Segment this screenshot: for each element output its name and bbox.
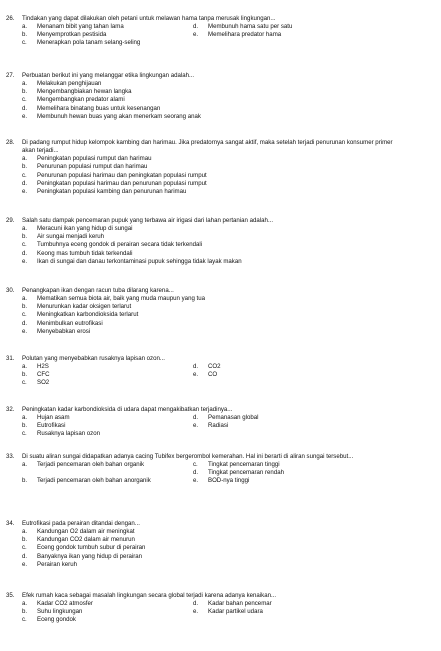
- option-letter: a.: [22, 414, 28, 422]
- answer-option[interactable]: [0, 363, 193, 371]
- option-text: Eceng gondok: [37, 616, 76, 624]
- answer-option[interactable]: [0, 113, 377, 121]
- option-letter: d.: [193, 469, 199, 477]
- answer-option[interactable]: [0, 328, 377, 336]
- option-text: Penurunan populasi harimau dan peningkatan populasi rumput: [37, 171, 207, 179]
- answer-option[interactable]: [0, 180, 377, 188]
- answer-option[interactable]: [0, 477, 193, 485]
- answer-option[interactable]: [0, 225, 377, 233]
- option-letter: a.: [22, 528, 28, 536]
- question-block: [0, 520, 441, 569]
- option-letter: d.: [22, 552, 28, 560]
- option-text: Menanam bibit yang tahan lama: [37, 23, 124, 31]
- option-text: Penurunan populasi rumput dan harimau: [37, 163, 148, 171]
- answer-option[interactable]: [0, 23, 193, 31]
- option-letter: d.: [22, 104, 28, 112]
- answer-options: [0, 363, 441, 387]
- answer-option[interactable]: [193, 477, 373, 485]
- option-text: Suhu lingkungan: [37, 608, 83, 616]
- option-letter: b.: [22, 536, 28, 544]
- answer-option[interactable]: [193, 461, 373, 469]
- option-text: Meracuni ikan yang hidup di sungai: [37, 225, 133, 233]
- answer-option[interactable]: [0, 39, 193, 47]
- answer-option[interactable]: [193, 422, 373, 430]
- option-letter: e.: [193, 608, 199, 616]
- answer-option[interactable]: [0, 233, 377, 241]
- question-text: Di padang rumput hidup kelompok kambing dan harimau. Jika predatornya sangat aktif, maka setelah terjadi penurunan konsumer primer akan terjadi...: [22, 139, 393, 155]
- option-letter: c.: [193, 461, 198, 469]
- question-stem: [0, 139, 402, 155]
- option-letter: d.: [193, 23, 199, 31]
- answer-options: [0, 155, 441, 196]
- answer-option[interactable]: [0, 430, 193, 438]
- answer-option[interactable]: [0, 461, 193, 469]
- answer-option[interactable]: [193, 600, 373, 608]
- answer-option[interactable]: [0, 105, 377, 113]
- option-letter: a.: [22, 225, 28, 233]
- question-block: [0, 15, 441, 48]
- answer-options: [0, 295, 441, 336]
- question-text: Salah satu dampak pencemaran pupuk yang terbawa air irigasi dari lahan pertanian adalah...: [22, 217, 274, 224]
- answer-option[interactable]: [0, 303, 377, 311]
- question-text: Penangkapan ikan dengan racun tuba dilarang karena...: [22, 287, 174, 294]
- answer-option[interactable]: [0, 422, 193, 430]
- option-text: Tingkat pencemaran rendah: [208, 469, 284, 477]
- answer-option[interactable]: [0, 553, 377, 561]
- answer-option[interactable]: [0, 311, 377, 319]
- answer-options: [0, 414, 441, 438]
- question-text: Di suatu aliran sungai didapatkan adanya cacing Tubifex bergerombol kemerahan. Hal ini berarti di aliran sungai tersebut...: [22, 453, 354, 460]
- option-text: Perairan keruh: [37, 560, 77, 568]
- option-text: Membunuh hewan buas yang akan menerkam seorang anak: [37, 112, 201, 120]
- answer-option[interactable]: [0, 155, 377, 163]
- answer-option[interactable]: [0, 258, 377, 266]
- question-number: 35.: [6, 592, 15, 599]
- option-text: Rusaknya lapisan ozon: [37, 430, 101, 438]
- option-letter: b.: [22, 303, 28, 311]
- question-text: Tindakan yang dapat dilakukan oleh petani untuk melawan hama tanpa merusak lingkungan...: [22, 15, 276, 22]
- answer-option[interactable]: [0, 295, 377, 303]
- answer-option[interactable]: [0, 608, 193, 616]
- question-stem: [0, 592, 402, 600]
- option-letter: e.: [22, 187, 28, 195]
- option-letter: d.: [193, 600, 199, 608]
- question-block: [0, 406, 441, 439]
- option-letter: c.: [22, 171, 27, 179]
- answer-option[interactable]: [0, 379, 193, 387]
- answer-options: [0, 528, 441, 569]
- answer-option[interactable]: [193, 31, 373, 39]
- option-letter: b.: [22, 88, 28, 96]
- answer-option[interactable]: [0, 172, 377, 180]
- answer-option[interactable]: [0, 250, 377, 258]
- option-text: CFC: [37, 371, 50, 379]
- option-letter: c.: [22, 311, 27, 319]
- option-letter: d.: [22, 179, 28, 187]
- answer-option[interactable]: [0, 528, 377, 536]
- option-text: Eceng gondok tumbuh subur di perairan: [37, 544, 146, 552]
- option-letter: b.: [22, 371, 28, 379]
- option-text: Menyebabkan erosi: [37, 327, 91, 335]
- answer-option[interactable]: [0, 80, 377, 88]
- option-letter: b.: [22, 608, 28, 616]
- option-letter: e.: [193, 31, 199, 39]
- option-letter: b.: [22, 163, 28, 171]
- option-text: Tingkat pencemaran tinggi: [208, 461, 280, 469]
- option-letter: e.: [193, 477, 199, 485]
- option-letter: a.: [22, 600, 28, 608]
- option-letter: d.: [22, 249, 28, 257]
- question-number: 27.: [6, 72, 15, 79]
- option-text: Keong mas tumbuh tidak terkendali: [37, 249, 133, 257]
- option-text: Banyaknya ikan yang hidup di perairan: [37, 552, 143, 560]
- option-letter: a.: [22, 80, 28, 88]
- option-text: Radiasi: [208, 422, 229, 430]
- question-number: 31.: [6, 355, 15, 362]
- option-text: Membunuh hama satu per satu: [208, 23, 293, 31]
- option-letter: c.: [22, 430, 27, 438]
- question-stem: [0, 15, 402, 23]
- answer-option[interactable]: [0, 469, 193, 477]
- question-block: [0, 72, 441, 121]
- question-number: 26.: [6, 15, 15, 22]
- answer-options: [0, 461, 441, 485]
- option-text: CO2: [208, 363, 221, 371]
- option-letter: c.: [22, 241, 27, 249]
- question-stem: [0, 453, 402, 461]
- answer-option[interactable]: [0, 188, 377, 196]
- option-letter: e.: [22, 560, 28, 568]
- option-letter: b.: [22, 422, 28, 430]
- question-block: [0, 217, 441, 266]
- question-number: 28.: [6, 139, 15, 146]
- answer-option[interactable]: [0, 241, 377, 249]
- option-letter: e.: [22, 327, 28, 335]
- option-text: Memelihara predator hama: [208, 31, 282, 39]
- answer-option[interactable]: [0, 561, 377, 569]
- question-block: [0, 355, 441, 388]
- question-text: Polutan yang menyebabkan rusaknya lapisan ozon...: [22, 355, 165, 362]
- option-text: Peningkatan populasi harimau dan penurunan populasi rumput: [37, 179, 207, 187]
- option-letter: c.: [22, 39, 27, 47]
- answer-option[interactable]: [193, 608, 373, 616]
- option-letter: e.: [193, 422, 199, 430]
- option-letter: e.: [22, 257, 28, 265]
- option-text: Mengembangbiakan hewan langka: [37, 88, 132, 96]
- question-text: Perbuatan berikut ini yang melanggar etika lingkungan adalah...: [22, 72, 195, 79]
- question-number: 29.: [6, 217, 15, 224]
- answer-options: [0, 23, 441, 47]
- question-block: [0, 453, 441, 486]
- option-letter: c.: [22, 379, 27, 387]
- option-letter: e.: [22, 112, 28, 120]
- option-letter: c.: [22, 616, 27, 624]
- option-text: Pemanasan global: [208, 414, 259, 422]
- option-text: Memelihara binatang buas untuk kesenangan: [37, 104, 161, 112]
- question-text: Efek rumah kaca sebagai masalah lingkungan secara global terjadi karena adanya kenaikan...: [22, 592, 277, 599]
- option-letter: b.: [22, 233, 28, 241]
- answer-option[interactable]: [0, 163, 377, 171]
- option-text: Menerapkan pola tanam selang-seling: [37, 39, 141, 47]
- question-stem: [0, 355, 402, 363]
- option-text: Eutrofikasi: [37, 422, 66, 430]
- answer-option[interactable]: [0, 536, 377, 544]
- option-letter: d.: [22, 319, 28, 327]
- question-stem: [0, 72, 402, 80]
- answer-option[interactable]: [0, 414, 193, 422]
- question-stem: [0, 287, 402, 295]
- answer-options: [0, 225, 441, 266]
- option-letter: c.: [22, 96, 27, 104]
- answer-option[interactable]: [0, 544, 377, 552]
- answer-option[interactable]: [0, 96, 377, 104]
- answer-option[interactable]: [0, 371, 193, 379]
- option-text: Melakukan penghijauan: [37, 80, 102, 88]
- question-block: [0, 139, 441, 196]
- answer-option[interactable]: [0, 616, 193, 624]
- question-stem: [0, 520, 402, 528]
- option-text: Menyemprotkan pestisida: [37, 31, 107, 39]
- option-letter: a.: [22, 363, 28, 371]
- answer-option[interactable]: [193, 363, 373, 371]
- question-text: Peningkatan kadar karbondioksida di udara dapat mengakibatkan terjadinya...: [22, 406, 233, 413]
- answer-option[interactable]: [193, 371, 373, 379]
- question-number: 34.: [6, 520, 15, 527]
- answer-options: [0, 80, 441, 121]
- option-letter: b.: [22, 31, 28, 39]
- option-letter: d.: [193, 363, 199, 371]
- option-letter: a.: [22, 461, 28, 469]
- option-letter: b.: [22, 477, 28, 485]
- option-text: Terjadi pencemaran oleh bahan anorganik: [37, 477, 151, 485]
- option-text: Kadar partikel udara: [208, 608, 263, 616]
- option-text: Meningkatkan karbondioksida terlarut: [37, 311, 139, 319]
- question-text: Eutrofikasi pada perairan ditandai dengan...: [22, 520, 140, 527]
- option-text: Menurunkan kadar oksigen terlarut: [37, 303, 132, 311]
- option-text: H2S: [37, 363, 49, 371]
- question-number: 32.: [6, 406, 15, 413]
- question-block: [0, 592, 441, 625]
- option-text: Peningkatan populasi rumput dan harimau: [37, 155, 152, 163]
- option-text: Kandungan O2 dalam air meningkat: [37, 528, 135, 536]
- answer-option[interactable]: [193, 23, 373, 31]
- option-text: Tumbuhnya eceng gondok di perairan secara tidak terkendali: [37, 241, 203, 249]
- option-text: Kadar bahan pencemar: [208, 600, 272, 608]
- option-letter: c.: [22, 544, 27, 552]
- answer-option[interactable]: [0, 600, 193, 608]
- answer-option[interactable]: [193, 469, 373, 477]
- option-text: Ikan di sungai dan danau terkontaminasi pupuk sehingga tidak layak makan: [37, 257, 242, 265]
- option-letter: a.: [22, 295, 28, 303]
- answer-option[interactable]: [0, 320, 377, 328]
- answer-option[interactable]: [0, 31, 193, 39]
- option-text: Menimbulkan eutrofikasi: [37, 319, 103, 327]
- answer-option[interactable]: [193, 414, 373, 422]
- question-block: [0, 287, 441, 336]
- option-text: BOD-nya tinggi: [208, 477, 250, 485]
- option-text: Mengembangkan predator alami: [37, 96, 125, 104]
- option-letter: d.: [193, 414, 199, 422]
- option-text: SO2: [37, 379, 50, 387]
- option-text: Kandungan CO2 dalam air menurun: [37, 536, 135, 544]
- question-number: 30.: [6, 287, 15, 294]
- option-text: Terjadi pencemaran oleh bahan organik: [37, 461, 145, 469]
- option-text: Peningkatan populasi kambing dan penurunan harimau: [37, 187, 187, 195]
- option-text: Air sungai menjadi keruh: [37, 233, 105, 241]
- option-letter: e.: [193, 371, 199, 379]
- question-number: 33.: [6, 453, 15, 460]
- option-text: Hujan asam: [37, 414, 70, 422]
- option-letter: a.: [22, 23, 28, 31]
- answer-option[interactable]: [0, 88, 377, 96]
- answer-options: [0, 600, 441, 624]
- question-stem: [0, 217, 402, 225]
- option-text: Kadar CO2 atmosfer: [37, 600, 93, 608]
- option-text: Mematikan semua biota air, baik yang muda maupun yang tua: [37, 295, 206, 303]
- option-text: CO: [208, 371, 218, 379]
- option-letter: a.: [22, 155, 28, 163]
- question-stem: [0, 406, 402, 414]
